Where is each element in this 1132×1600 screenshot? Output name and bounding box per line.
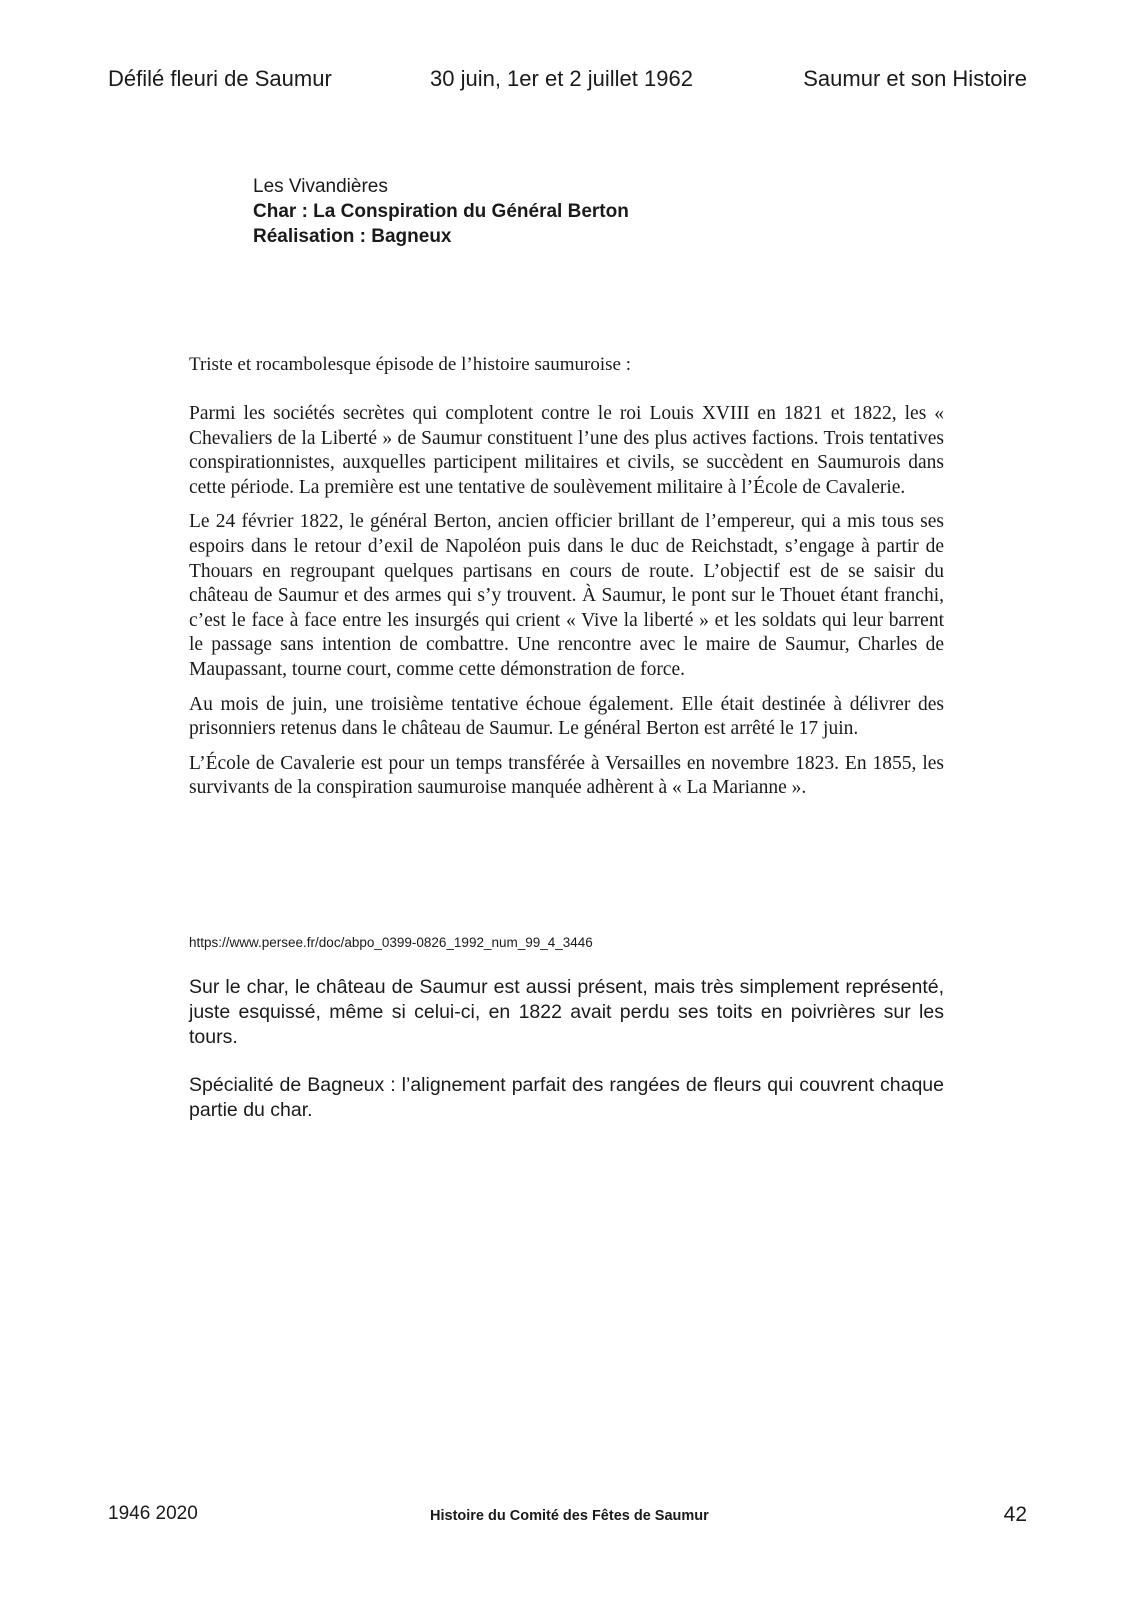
float-builder: Réalisation : Bagneux [253,226,452,247]
footer-book-title: Histoire du Comité des Fêtes de Saumur [430,1508,709,1524]
history-text [189,402,944,811]
source-link[interactable]: https://www.persee.fr/doc/abpo_0399-0826_1992_num_99_4_3446 [189,935,593,950]
footer-years: 1946 2020 [108,1503,198,1524]
history-paragraph: L’École de Cavalerie est pour un temps transférée à Versailles en novembre 1823. En 1855, les survivants de la conspiration saumuroise manquée adhèrent à « La Marianne ». [189,752,944,799]
history-paragraph: Parmi les sociétés secrètes qui complotent contre le roi Louis XVIII en 1821 et 1822, les « Chevaliers de la Liberté » de Saumur constituent l’une des plus actives factions. Trois tentatives conspirationnistes, auxquelles participent militaires et civils, se succèdent en Saumurois dans cette période. La première est une tentative de soulèvement militaire à l’École de Cavalerie. [189,403,944,498]
header-event-dates: 30 juin, 1er et 2 juillet 1962 [430,66,693,91]
float-title-block [253,174,629,249]
float-description [189,975,944,1146]
float-title: Char : La Conspiration du Général Berton [253,201,629,222]
history-paragraph: Le 24 février 1822, le général Berton, ancien officier brillant de l’empereur, qui a mis tous ses espoirs dans le retour d’exil de Napoléon puis dans le duc de Reichstadt, s’engage à partir de Thouars en regroupant quelques partisans en cours de route. L’objectif est de se saisir du château de Saumur et des armes qui s’y trouvent. À Saumur, le pont sur le Thouet étant franchi, c’est le face à face entre les insurgés qui crient « Vive la liberté » et les soldats qui leur barrent le passage sans intention de combattre. Une rencontre avec le maire de Saumur, Charles de Maupassant, tourne court, comme cette démonstration de force. [189,511,944,680]
history-paragraph: Au mois de juin, une troisième tentative échoue également. Elle était destinée à délivrer des prisonniers retenus dans le château de Saumur. Le général Berton est arrêté le 17 juin. [189,693,944,740]
header-event-title: Défilé fleuri de Saumur [108,66,332,91]
header-publication-title: Saumur et son Histoire [803,66,1027,91]
group-name: Les Vivandières [253,176,388,197]
description-paragraph: Sur le char, le château de Saumur est aussi présent, mais très simplement représenté, juste esquissé, même si celui-ci, en 1822 avait perdu ses toits en poivrières sur les tours. [189,976,944,1048]
description-paragraph: Spécialité de Bagneux : l’alignement parfait des rangées de fleurs qui couvrent chaque partie du char. [189,1074,944,1121]
page-header [108,66,1027,96]
intro-line: Triste et rocambolesque épisode de l’histoire saumuroise : [189,354,632,375]
page-number: 42 [1003,1503,1027,1526]
page-footer [108,1503,1027,1533]
